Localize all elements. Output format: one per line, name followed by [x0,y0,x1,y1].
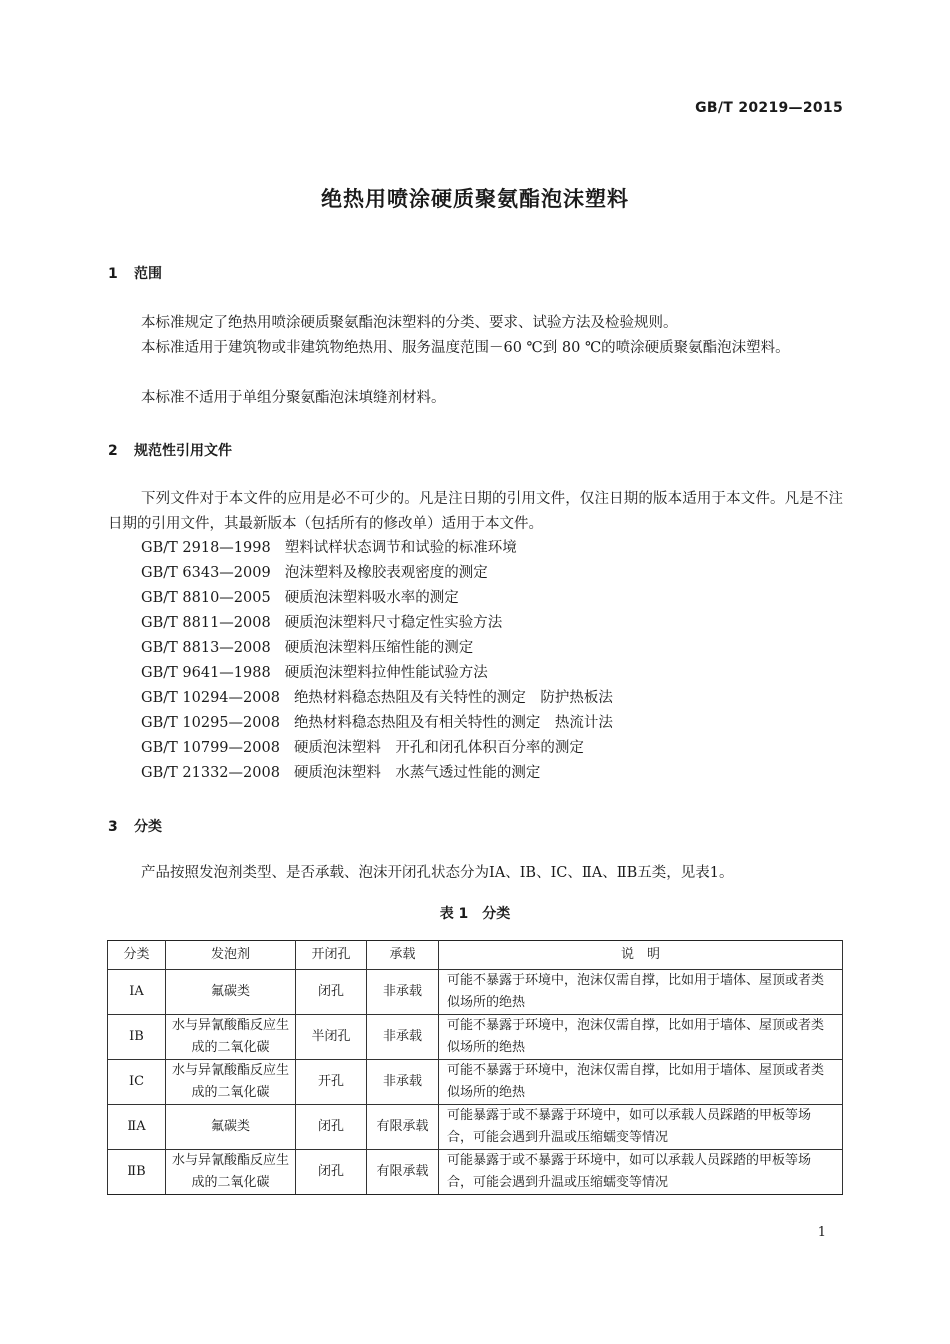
document-title: 绝热用喷涂硬质聚氨酯泡沫塑料 [321,187,629,211]
table-cell: 可能不暴露于环境中，泡沫仅需自撑，比如用于墙体、屋顶或者类似场所的绝热 [439,1060,843,1105]
paragraph: 产品按照发泡剂类型、是否承载、泡沫开闭孔状态分为ⅠA、ⅠB、ⅠC、ⅡA、ⅡB五类，见表1。 [141,865,734,881]
reference-item [141,661,488,686]
page-number: 1 [817,1225,826,1240]
table-cell: 可能不暴露于环境中，泡沫仅需自撑，比如用于墙体、屋顶或者类似场所的绝热 [439,970,843,1015]
table-cell: ⅠA [108,970,166,1015]
reference-item [141,561,488,586]
reference-title: 绝热材料稳态热阻及有关特性的测定 防护热板法 [293,690,613,706]
table-cell: 氟碳类 [166,970,296,1015]
table-cell: 可能暴露于或不暴露于环境中，如可以承载人员踩踏的甲板等场合，可能会遇到升温或压缩蠕变等情况 [439,1150,843,1195]
reference-item [141,736,584,761]
reference-item [141,586,459,611]
table-cell: 开孔 [296,1060,367,1105]
reference-item [141,711,613,736]
table-cell: 闭孔 [296,1150,367,1195]
table-row [108,970,843,1015]
section-1-heading [108,263,162,283]
reference-code: GB/T 8811—2008 [141,615,271,631]
reference-code: GB/T 6343—2009 [141,565,271,581]
paragraph: 本标准不适用于单组分聚氨酯泡沫填缝剂材料。 [141,390,446,406]
table-cell: 氟碳类 [166,1105,296,1150]
section-number: 1 [108,266,118,282]
table-cell: 非承载 [367,970,439,1015]
reference-item [141,536,517,561]
section-3-heading [108,816,162,836]
paragraph: 下列文件对于本文件的应用是必不可少的。凡是注日期的引用文件，仅注日期的版本适用于本文件。凡是不注日期的引用文件，其最新版本（包括所有的修改单）适用于本文件。 [108,491,843,532]
section-title: 范围 [134,266,162,282]
table-cell: 可能不暴露于环境中，泡沫仅需自撑，比如用于墙体、屋顶或者类似场所的绝热 [439,1015,843,1060]
reference-title: 硬质泡沫塑料尺寸稳定性实验方法 [284,615,503,631]
table-cell: ⅡA [108,1105,166,1150]
table-cell: 有限承载 [367,1150,439,1195]
table-row [108,1015,843,1060]
section-number: 2 [108,443,118,459]
reference-item [141,686,613,711]
table-row [108,1060,843,1105]
reference-code: GB/T 2918—1998 [141,540,271,556]
table-cell: 水与异氰酸酯反应生成的二氧化碳 [166,1060,296,1105]
reference-item [141,761,540,786]
section-title: 分类 [134,819,162,835]
reference-title: 泡沫塑料及橡胶表观密度的测定 [284,565,488,581]
table-cell: ⅠC [108,1060,166,1105]
standard-number: GB/T 20219—2015 [695,100,843,116]
section-title: 规范性引用文件 [134,443,232,459]
table-cell: 水与异氰酸酯反应生成的二氧化碳 [166,1150,296,1195]
table-cell: 非承载 [367,1015,439,1060]
reference-code: GB/T 10294—2008 [141,690,280,706]
table-cell: 水与异氰酸酯反应生成的二氧化碳 [166,1015,296,1060]
table-cell: 闭孔 [296,970,367,1015]
reference-code: GB/T 10799—2008 [141,740,280,756]
table-row [108,1150,843,1195]
classification-table [107,940,843,1195]
reference-title: 绝热材料稳态热阻及有相关特性的测定 热流计法 [293,715,613,731]
paragraph: 本标准规定了绝热用喷涂硬质聚氨酯泡沫塑料的分类、要求、试验方法及检验规则。 [141,315,678,331]
paragraph: 本标准适用于建筑物或非建筑物绝热用、服务温度范围－60 ℃到 80 ℃的喷涂硬质聚氨酯泡沫塑料。 [141,340,790,356]
reference-title: 塑料试样状态调节和试验的标准环境 [284,540,517,556]
reference-code: GB/T 21332—2008 [141,765,280,781]
table-header-row [108,941,843,970]
table-header-cell: 分类 [108,941,166,970]
reference-title: 硬质泡沫塑料吸水率的测定 [284,590,459,606]
reference-code: GB/T 8810—2005 [141,590,271,606]
reference-item [141,636,473,661]
table-cell: ⅠB [108,1015,166,1060]
table-cell: 有限承载 [367,1105,439,1150]
reference-code: GB/T 10295—2008 [141,715,280,731]
table-cell: ⅡB [108,1150,166,1195]
table-row [108,1105,843,1150]
reference-title: 硬质泡沫塑料 开孔和闭孔体积百分率的测定 [293,740,584,756]
table-cell: 半闭孔 [296,1015,367,1060]
table-header-cell: 发泡剂 [166,941,296,970]
reference-title: 硬质泡沫塑料 水蒸气透过性能的测定 [293,765,541,781]
table-caption: 表 1 分类 [439,906,511,922]
section-2-heading [108,440,232,460]
table-header-cell: 承载 [367,941,439,970]
table-cell: 闭孔 [296,1105,367,1150]
table-cell: 可能暴露于或不暴露于环境中，如可以承载人员踩踏的甲板等场合，可能会遇到升温或压缩蠕变等情况 [439,1105,843,1150]
section-number: 3 [108,819,118,835]
reference-code: GB/T 9641—1988 [141,665,271,681]
table-cell: 非承载 [367,1060,439,1105]
table-header-cell: 说 明 [439,941,843,970]
reference-title: 硬质泡沫塑料压缩性能的测定 [284,640,474,656]
reference-title: 硬质泡沫塑料拉伸性能试验方法 [284,665,488,681]
table-header-cell: 开闭孔 [296,941,367,970]
reference-item [141,611,502,636]
reference-code: GB/T 8813—2008 [141,640,271,656]
